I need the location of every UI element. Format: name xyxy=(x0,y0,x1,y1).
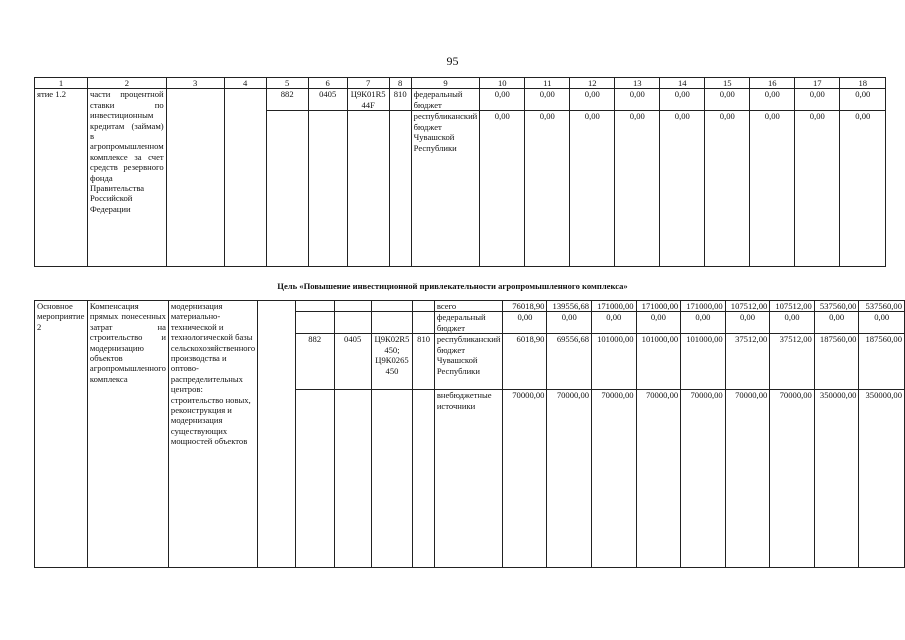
col-header: 4 xyxy=(224,78,266,89)
col-header: 9 xyxy=(411,78,480,89)
target-article-code xyxy=(347,111,389,267)
value-cell: 107512,00 xyxy=(725,301,770,312)
value-cell: 0,00 xyxy=(480,111,525,267)
value-cell: 69556,68 xyxy=(547,334,592,390)
value-cell: 0,00 xyxy=(681,312,726,334)
value-cell: 76018,90 xyxy=(503,301,547,312)
value-cell: 0,00 xyxy=(570,89,615,111)
measure-number: Основное мероприятие 2 xyxy=(35,301,88,568)
value-cell: 70000,00 xyxy=(681,390,726,568)
value-cell: 139556,68 xyxy=(547,301,592,312)
value-cell: 537560,00 xyxy=(859,301,905,312)
col-header: 5 xyxy=(266,78,308,89)
value-cell: 0,00 xyxy=(592,312,637,334)
value-cell: 0,00 xyxy=(525,89,570,111)
grbs-code: 882 xyxy=(266,89,308,111)
budget-table-part-1 xyxy=(34,77,886,267)
expense-type-code xyxy=(413,312,434,334)
value-cell: 171000,00 xyxy=(592,301,637,312)
goal-heading: Цель «Повышение инвестиционной привлекательности агропромышленного комплекса» xyxy=(277,281,628,291)
funding-source: республиканский бюджет Чувашской Республики xyxy=(411,111,480,267)
grbs-code xyxy=(266,111,308,267)
empty-cell xyxy=(224,89,266,267)
value-cell: 171000,00 xyxy=(681,301,726,312)
value-cell: 350000,00 xyxy=(859,390,905,568)
value-cell: 0,00 xyxy=(705,89,750,111)
section-code: 0405 xyxy=(334,334,371,390)
expense-type-code xyxy=(413,301,434,312)
value-cell: 350000,00 xyxy=(814,390,859,568)
value-cell: 107512,00 xyxy=(770,301,815,312)
col-header: 16 xyxy=(750,78,795,89)
value-cell: 70000,00 xyxy=(547,390,592,568)
funding-source: федеральный бюджет xyxy=(411,89,480,111)
value-cell: 0,00 xyxy=(615,89,660,111)
value-cell: 0,00 xyxy=(660,111,705,267)
value-cell: 70000,00 xyxy=(636,390,681,568)
grbs-code: 882 xyxy=(295,334,334,390)
value-cell: 70000,00 xyxy=(770,390,815,568)
value-cell: 0,00 xyxy=(750,89,795,111)
value-cell: 0,00 xyxy=(547,312,592,334)
target-article-code xyxy=(371,301,413,312)
col-header: 2 xyxy=(88,78,167,89)
target-article-code xyxy=(371,312,413,334)
measure-content: модернизация материально-технической и технологической базы сельскохозяйственного производства и оптово-распределительных центров: строительство новых, реконструкция и модернизация существующих мощностей объектов xyxy=(168,301,257,568)
col-header: 14 xyxy=(660,78,705,89)
value-cell: 101000,00 xyxy=(592,334,637,390)
funding-source: всего xyxy=(434,301,503,312)
grbs-code xyxy=(295,390,334,568)
funding-source: федеральный бюджет xyxy=(434,312,503,334)
grbs-code xyxy=(295,301,334,312)
value-cell: 0,00 xyxy=(725,312,770,334)
value-cell: 0,00 xyxy=(859,312,905,334)
expense-type-code: 810 xyxy=(413,334,434,390)
table-row xyxy=(35,301,905,312)
value-cell: 101000,00 xyxy=(681,334,726,390)
measure-description: части процентной ставки по инвестиционным кредитам (займам) в агропромышленном комплексе за счет средств резервного фонда Правительства Российской Федерации xyxy=(88,89,167,267)
col-header: 12 xyxy=(570,78,615,89)
value-cell: 0,00 xyxy=(750,111,795,267)
col-header: 17 xyxy=(795,78,840,89)
target-article-code xyxy=(371,390,413,568)
value-cell: 171000,00 xyxy=(636,301,681,312)
value-cell: 0,00 xyxy=(795,111,840,267)
expense-type-code xyxy=(413,390,434,568)
col-header: 7 xyxy=(347,78,389,89)
value-cell: 0,00 xyxy=(840,111,886,267)
value-cell: 187560,00 xyxy=(859,334,905,390)
value-cell: 0,00 xyxy=(615,111,660,267)
value-cell: 187560,00 xyxy=(814,334,859,390)
expense-type-code: 810 xyxy=(389,89,411,111)
value-cell: 6018,90 xyxy=(503,334,547,390)
table-row xyxy=(35,89,886,111)
col-header: 18 xyxy=(840,78,886,89)
section-code xyxy=(334,312,371,334)
value-cell: 0,00 xyxy=(705,111,750,267)
value-cell: 0,00 xyxy=(503,312,547,334)
value-cell: 101000,00 xyxy=(636,334,681,390)
col-header: 11 xyxy=(525,78,570,89)
value-cell: 0,00 xyxy=(636,312,681,334)
value-cell: 0,00 xyxy=(570,111,615,267)
section-code xyxy=(334,301,371,312)
measure-content xyxy=(166,89,224,267)
section-code xyxy=(334,390,371,568)
col-header: 15 xyxy=(705,78,750,89)
value-cell: 37512,00 xyxy=(770,334,815,390)
page-number: 95 xyxy=(446,54,459,68)
value-cell: 70000,00 xyxy=(725,390,770,568)
col-header: 8 xyxy=(389,78,411,89)
col-header: 3 xyxy=(166,78,224,89)
funding-source: республиканский бюджет Чувашской Республики xyxy=(434,334,503,390)
grbs-code xyxy=(295,312,334,334)
col-header: 1 xyxy=(35,78,88,89)
value-cell: 537560,00 xyxy=(814,301,859,312)
col-header: 6 xyxy=(308,78,347,89)
value-cell: 0,00 xyxy=(814,312,859,334)
value-cell: 70000,00 xyxy=(592,390,637,568)
value-cell: 0,00 xyxy=(770,312,815,334)
target-article-code: Ц9К02R5 450; Ц9К0265 450 xyxy=(371,334,413,390)
section-code: 0405 xyxy=(308,89,347,111)
funding-source: внебюджетные источники xyxy=(434,390,503,568)
measure-number: ятие 1.2 xyxy=(35,89,88,267)
value-cell: 0,00 xyxy=(660,89,705,111)
expense-type-code xyxy=(389,111,411,267)
value-cell: 0,00 xyxy=(840,89,886,111)
section-code xyxy=(308,111,347,267)
value-cell: 37512,00 xyxy=(725,334,770,390)
target-article-code: Ц9К01R5 44F xyxy=(347,89,389,111)
measure-description: Компенсация прямых понесенных затрат на строительство и модернизацию объектов агропромышленного комплекса xyxy=(87,301,168,568)
value-cell: 0,00 xyxy=(525,111,570,267)
empty-cell xyxy=(258,301,295,568)
value-cell: 70000,00 xyxy=(503,390,547,568)
col-header: 13 xyxy=(615,78,660,89)
budget-table-part-2 xyxy=(34,300,905,568)
value-cell: 0,00 xyxy=(480,89,525,111)
value-cell: 0,00 xyxy=(795,89,840,111)
column-number-row xyxy=(35,78,886,89)
col-header: 10 xyxy=(480,78,525,89)
